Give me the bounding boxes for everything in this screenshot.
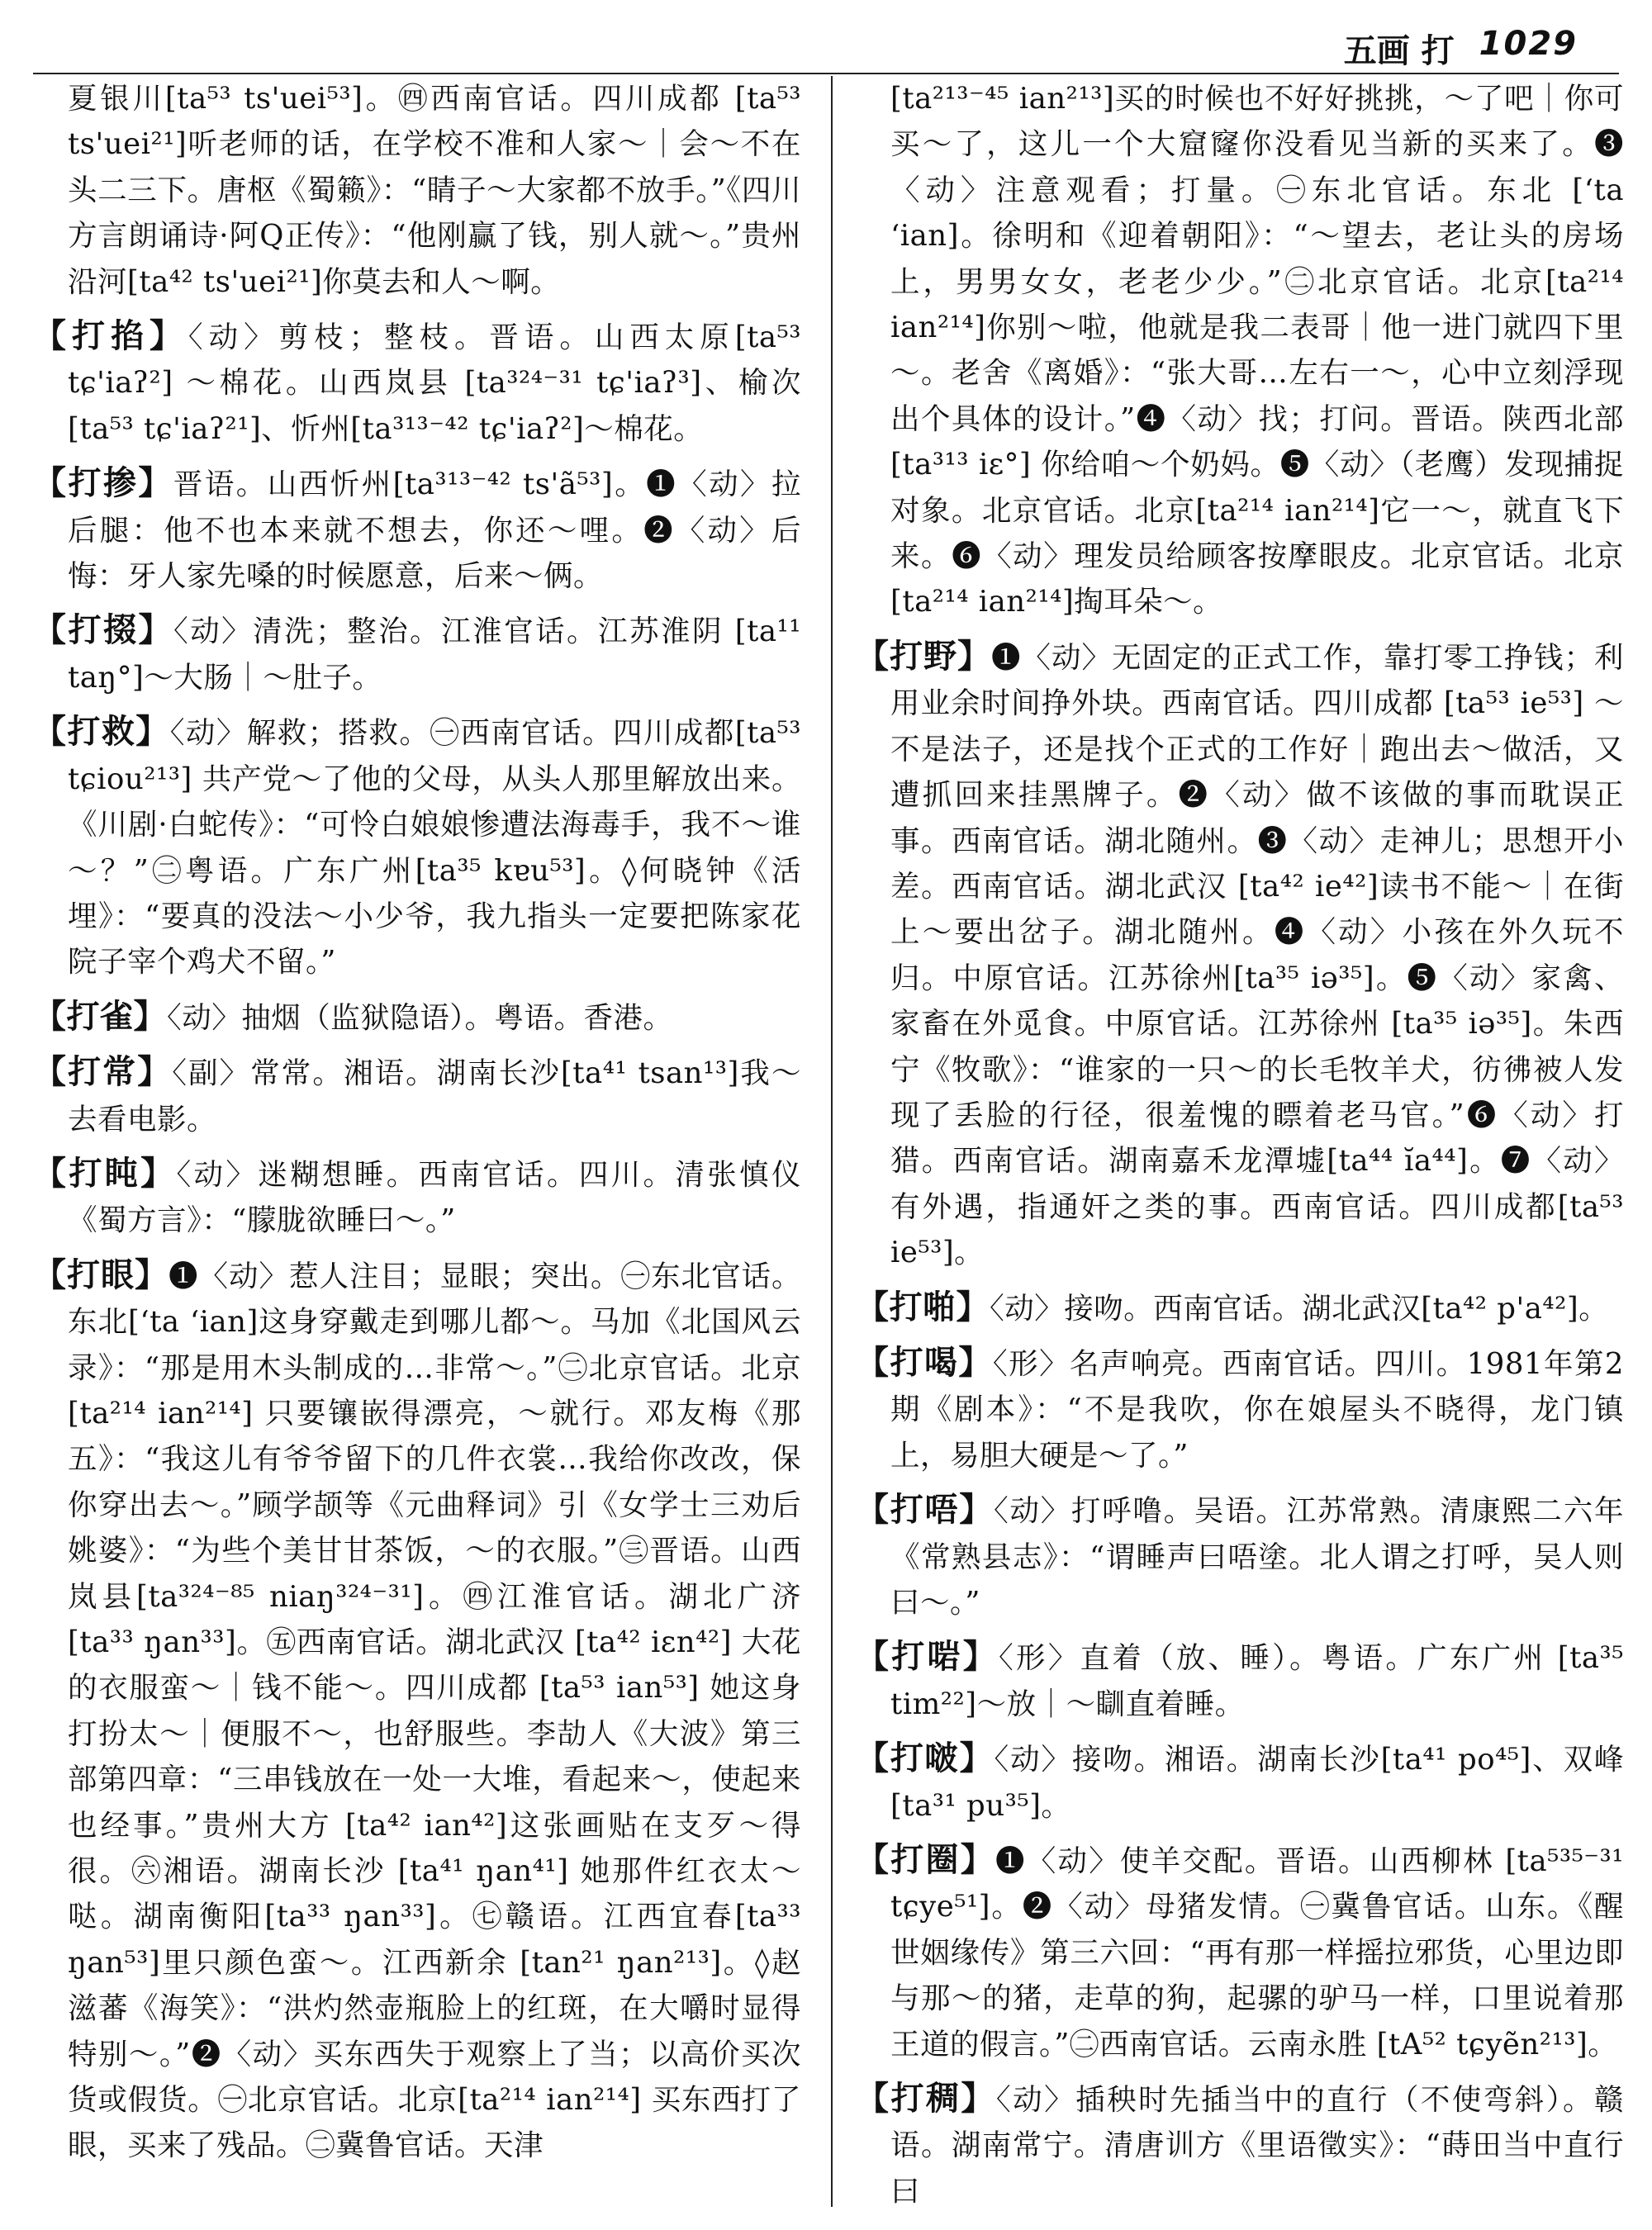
headword: 【打盹】 [33, 1153, 177, 1193]
definition: 〈动〉迷糊想睡。西南官话。四川。清张慎仪《蜀方言》：“朦胧欲睡曰～。” [68, 1157, 801, 1238]
entry-dajuan [856, 1837, 1624, 2067]
section-title: 五画 打 [1343, 31, 1455, 70]
headword: 【打雀】 [33, 996, 167, 1036]
headword: 【打掐】 [33, 316, 188, 356]
definition: ❶〈动〉无固定的正式工作，靠打零工挣钱；利用业余时间挣外块。西南官话。四川成都 [ta⁵³ ie⁵³] ～不是法子，还是找个正式的工作好｜跑出去～做活，又遭抓回来挂黑牌子。❷〈动〉做不该做的事而耽误正事。西南官话。湖北随州。❸〈动〉走神儿；思想开小差。西南官话。湖北武汉 [ta⁴² ie⁴²]读书不能～｜在街上～要出岔子。湖北随州。❹〈动〉小孩在外久玩不归。中原官话。江苏徐州[ta³⁵ iə³⁵]。❺〈动〉家禽、家畜在外觅食。中原官话。江苏徐州 [ta³⁵ iə³⁵]。朱西宁《牧歌》：“谁家的一只～的长毛牧羊犬，彷彿被人发现了丢脸的行径，很羞愧的瞟着老马官。”❻〈动〉打猎。西南官话。湖南嘉禾龙潭墟[ta⁴⁴ ĭa⁴⁴]。❼〈动〉有外遇，指通奸之类的事。西南官话。四川成都[ta⁵³ ie⁵³]。 [890, 640, 1624, 1270]
headword: 【打喝】 [856, 1342, 993, 1382]
definition: 〈动〉剪枝；整枝。晋语。山西太原[ta⁵³ tɕ'iaʔ²] ～棉花。山西岚县 [ta³²⁴⁻³¹ tɕ'iaʔ³]、榆次 [ta⁵³ tɕ'iaʔ²¹]、忻州[ta³¹³⁻⁴² tɕ'iaʔ²]～棉花。 [68, 320, 801, 446]
entry-dahe [856, 1340, 1624, 1478]
headword: 【打救】 [33, 712, 170, 752]
entry-dachou [856, 2076, 1624, 2214]
header-rule [33, 73, 1619, 74]
definition: 〈动〉接吻。湘语。湖南长沙[ta⁴¹ po⁴⁵]、双峰 [ta³¹ pu³⁵]。 [890, 1743, 1624, 1823]
headword: 【打唔】 [856, 1490, 994, 1530]
definition: 〈动〉打呼噜。吴语。江苏常熟。清康熙二六年《常熟县志》：“谓睡声曰唔塗。北人谓之打呼，吴人则曰～。” [890, 1494, 1624, 1620]
headword: 【打啱】 [856, 1637, 999, 1677]
page-number: 1029 [1479, 25, 1578, 63]
definition: 〈形〉直着（放、睡）。粤语。广东广州 [ta³⁵ tim²²]～放｜～瞓直着睡。 [890, 1641, 1624, 1721]
definition: 〈动〉清洗；整治。江淮官话。江苏淮阴 [ta¹¹ taŋ°]～大肠｜～肚子。 [68, 614, 801, 695]
entry-daque [33, 994, 801, 1041]
headword: 【打啪】 [856, 1287, 990, 1326]
headword: 【打掇】 [33, 610, 173, 650]
entry-daye [856, 633, 1624, 1276]
definition: 〈动〉插秧时先插当中的直行（不使弯斜）。赣语。湖南常宁。清唐训方《里语徵实》：“蒔田当中直行曰 [890, 2083, 1624, 2209]
headword: 【打啵】 [856, 1739, 995, 1778]
column-divider [831, 76, 833, 2207]
definition: ❶〈动〉惹人注目；显眼；突出。㊀东北官话。东北[ʻta ʻian]这身穿戴走到哪儿都～。马加《北国风云录》：“那是用木头制成的…非常～。”㊁北京官话。北京[ta²¹⁴ ian²¹⁴] 只要镶嵌得漂亮，～就行。邓友梅《那五》：“我这儿有爷爷留下的几件衣裳…我给你改改，保你穿出去～。”顾学颉等《元曲释词》引《女学士三劝后姚婆》：“为些个美甘甘茶饭，～的衣服。”㊂晋语。山西岚县[ta³²⁴⁻⁸⁵ niaŋ³²⁴⁻³¹]。㊃江淮官话。湖北广济 [ta³³ ŋan³³]。㊄西南官话。湖北武汉 [ta⁴² iɛn⁴²] 大花的衣服蛮～｜钱不能～。四川成都 [ta⁵³ ian⁵³] 她这身打扮太～｜便服不～，也舒服些。李劼人《大波》第三部第四章：“三串钱放在一处一大堆，看起来～，使起来也经事。”贵州大方 [ta⁴² ian⁴²]这张画贴在支歹～得很。㊅湘语。湖南长沙 [ta⁴¹ ŋan⁴¹] 她那件红衣太～哒。湖南衡阳[ta³³ ŋan³³]。㊆赣语。江西宜春[ta³³ ŋan⁵³]里只颜色蛮～。江西新余 [tan²¹ ŋan²¹³]。◊赵滋蕃《海笑》：“洪灼然壶瓶脸上的红斑，在大嚼时显得特别～。”❷〈动〉买东西失于观察上了当；以高价买次货或假货。㊀北京官话。北京[ta²¹⁴ ian²¹⁴] 买东西打了眼，买来了残品。㊁冀鲁官话。天津 [68, 1259, 801, 2163]
right-column [856, 76, 1624, 2215]
entry-dadun [33, 1151, 801, 1244]
left-column [33, 76, 801, 2215]
entry-dayan [33, 1252, 801, 2169]
entry-dachang [33, 1049, 801, 1142]
entry-dapa [856, 1284, 1624, 1331]
running-header [1344, 25, 1578, 72]
definition: 〈形〉名声响亮。西南官话。四川。1981年第2期《剧本》：“不是我吹，你在娘屋头不晓得，龙门镇上，易胆大硬是～了。” [890, 1346, 1624, 1473]
entry-dajiu [33, 709, 801, 985]
entry-dawu [856, 1487, 1624, 1625]
entry-datian [856, 1634, 1624, 1727]
entry-dabo [856, 1735, 1624, 1829]
entry-dachan [33, 460, 801, 599]
headword: 【打眼】 [33, 1255, 169, 1294]
headword: 【打稠】 [856, 2079, 996, 2118]
headword: 【打野】 [856, 636, 991, 676]
headword: 【打掺】 [33, 463, 173, 503]
definition: 〈动〉抽烟（监狱隐语）。粤语。香港。 [167, 1000, 673, 1035]
entry-dagua [33, 313, 801, 452]
headword: 【打常】 [33, 1052, 173, 1092]
definition: 〈动〉接吻。西南官话。湖北武汉[ta⁴² p'a⁴²]。 [990, 1291, 1609, 1326]
entry-dazhuo [33, 607, 801, 700]
definition: 〈副〉常常。湘语。湖南长沙[ta⁴¹ tsan¹³]我～去看电影。 [68, 1056, 801, 1136]
continuation-text: [ta²¹³⁻⁴⁵ ian²¹³]买的时候也不好好挑挑，～了吧｜你可买～了，这儿一个大窟窿你没看见当新的买来了。❸〈动〉注意观看；打量。㊀东北官话。东北 [ʻta ʻian]。徐明和《迎着朝阳》：“～望去，老让头的房场上，男男女女，老老少少。”㊁北京官话。北京[ta²¹⁴ ian²¹⁴]你别～啦，他就是我二表哥｜他一进门就四下里～。老舍《离婚》：“张大哥…左右一～，心中立刻浮现出个具体的设计。”❹〈动〉找；打问。晋语。陕西北部 [ta³¹³ iɛ°] 你给咱～个奶妈。❺〈动〉（老鹰）发现捕捉对象。北京官话。北京[ta²¹⁴ ian²¹⁴]它一～，就直飞下来。❻〈动〉理发员给顾客按摩眼皮。北京官话。北京 [ta²¹⁴ ian²¹⁴]掏耳朵～。 [890, 82, 1624, 619]
definition: 〈动〉解救；搭救。㊀西南官话。四川成都[ta⁵³ tɕiou²¹³] 共产党～了他的父母，从头人那里解放出来。《川剧·白蛇传》：“可怜白娘娘惨遭法海毒手，我不～谁～？”㊁粤语。广东广州[ta³⁵ kɐu⁵³]。◊何晓钟《活埋》：“要真的没法～小少爷，我九指头一定要把陈家花院子宰个鸡犬不留。” [68, 716, 801, 980]
headword: 【打圈】 [856, 1840, 995, 1880]
definition: 晋语。山西忻州[ta³¹³⁻⁴² ts'ã⁵³]。❶〈动〉拉后腿：他不也本来就不想去，你还～哩。❷〈动〉后悔：牙人家先嗓的时候愿意，后来～俩。 [68, 467, 801, 594]
continuation-text: 夏银川[ta⁵³ ts'uei⁵³]。㊃西南官话。四川成都 [ta⁵³ ts'uei²¹]听老师的话，在学校不准和人家～｜会～不在头二三下。唐枢《蜀籁》：“睛子～大家都不放手。”《四川方言朗诵诗·阿Q正传》：“他刚赢了钱，别人就～。”贵州沿河[ta⁴² ts'uei²¹]你莫去和人～啊。 [68, 82, 801, 299]
definition: ❶〈动〉使羊交配。晋语。山西柳林 [ta⁵³⁵⁻³¹ tɕye⁵¹]。❷〈动〉母猪发情。㊀冀鲁官话。山东。《醒世姻缘传》第三六回：“再有那一样摇拉邪货，心里边即与那～的猪，走草的狗，起骡的驴马一样，口里说着那王道的假言。”㊁西南官话。云南永胜 [tA⁵² tɕyẽn²¹³]。 [890, 1844, 1624, 2062]
